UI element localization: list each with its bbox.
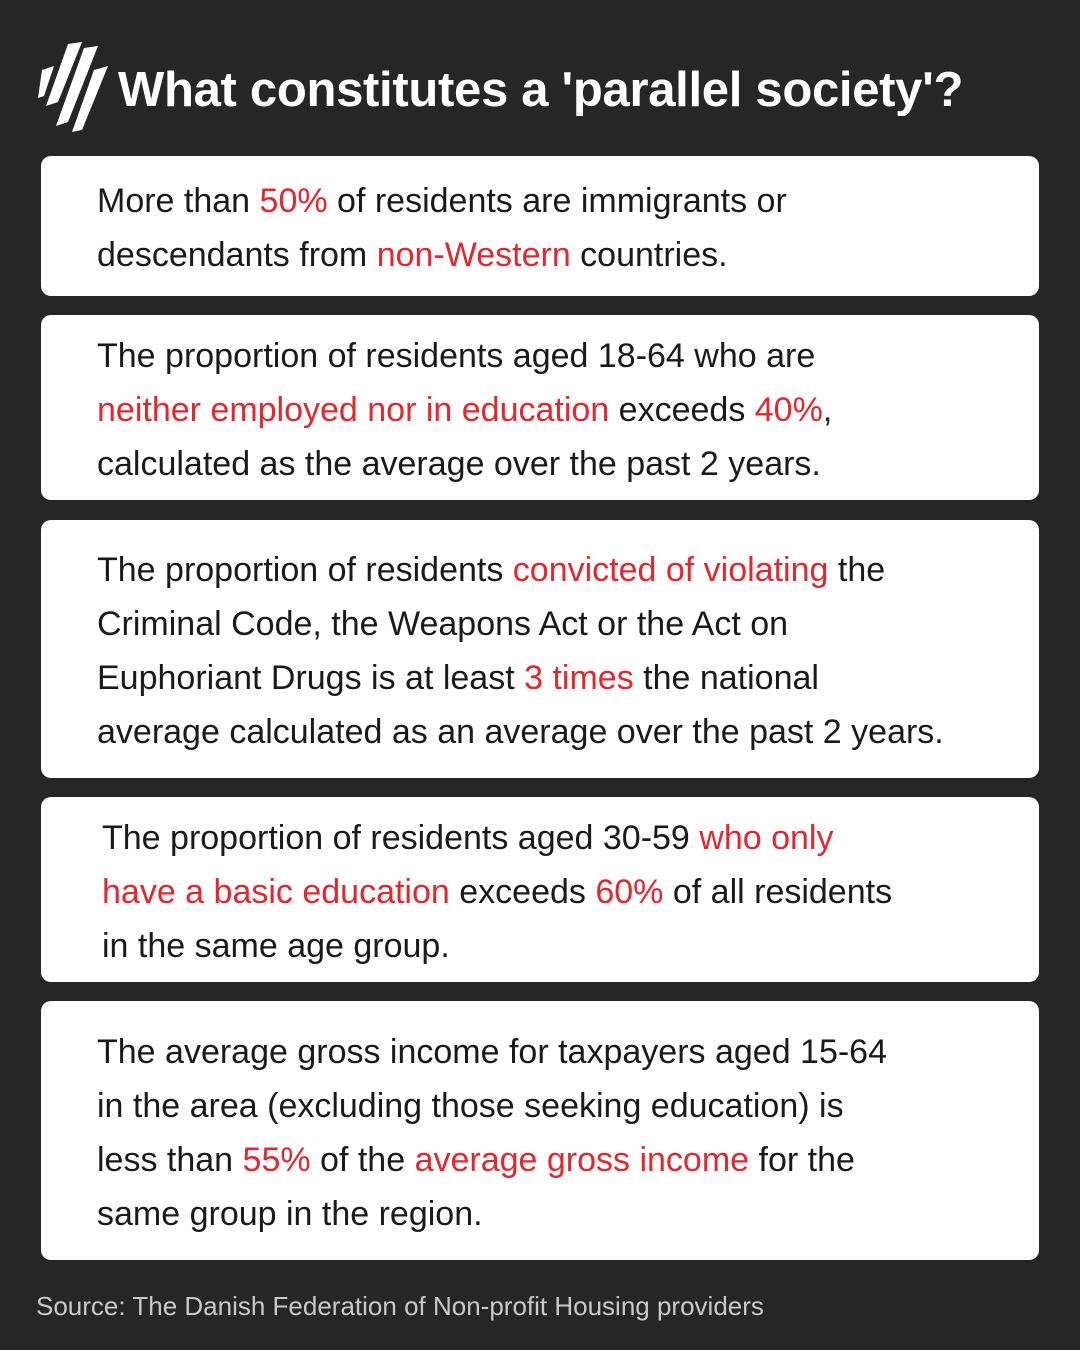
text-line: neither employed nor in education exceeds 40%, [97,391,833,429]
text-line: less than 55% of the average gross income for the [97,1141,855,1179]
criterion-text [102,811,892,973]
text-line: have a basic education exceeds 60% of all residents [102,873,893,911]
sbs-logo-icon [38,40,110,132]
text-line: The proportion of residents aged 30-59 who only [102,819,834,857]
text-line: in the same age group. [102,927,450,965]
criterion-text [97,329,832,491]
source-caption: Source: The Danish Federation of Non-profit Housing providers [36,1291,764,1321]
highlight: non-Western [376,236,571,274]
text-line: Euphoriant Drugs is at least 3 times the national [97,659,819,697]
text-line: The proportion of residents convicted of violating the [97,551,886,589]
criterion-card [41,315,1039,500]
highlight: have a basic education [102,873,450,911]
highlight: neither employed nor in education [97,391,610,429]
text-line: in the area (excluding those seeking education) is [97,1087,844,1125]
criterion-card [41,797,1039,982]
highlight: 55% [242,1141,311,1179]
highlight: average gross income [414,1141,750,1179]
header [38,40,1048,140]
text-line: More than 50% of residents are immigrants or [97,182,787,220]
criterion-text [97,1025,887,1241]
criterion-card [41,1001,1039,1260]
page-title: What constitutes a 'parallel society'? [118,63,964,117]
highlight: convicted of violating [512,551,829,589]
highlight: who only [699,819,834,857]
criterion-text [97,543,944,759]
criterion-card [41,520,1039,778]
criterion-card [41,156,1039,296]
text-line: The average gross income for taxpayers aged 15-64 [97,1033,888,1071]
text-line: The proportion of residents aged 18-64 who are [97,337,816,375]
highlight: 60% [595,873,664,911]
highlight: 40% [754,391,823,429]
text-line: Criminal Code, the Weapons Act or the Act on [97,605,789,643]
highlight: 3 times [524,659,634,697]
text-line: same group in the region. [97,1195,483,1233]
criterion-text [97,174,787,282]
text-line: descendants from non-Western countries. [97,236,728,274]
text-line: average calculated as an average over the past 2 years. [97,713,944,751]
highlight: 50% [259,182,328,220]
text-line: calculated as the average over the past 2 years. [97,445,821,483]
